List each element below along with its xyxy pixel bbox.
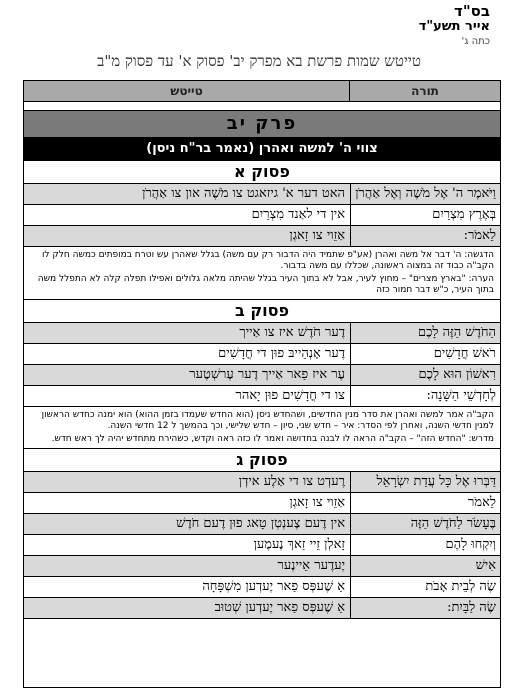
page-header <box>20 4 490 49</box>
table-row <box>24 598 500 619</box>
table-row <box>24 344 500 365</box>
section-title: צווי ה' למשה ואהרן (נאמר בר"ח ניסן) <box>24 138 500 161</box>
taitsh-text-cell: דֶער אָנְהֵייבּ פוּן די חֳדָשִׁים <box>218 346 345 361</box>
table-row <box>24 205 500 226</box>
torah-text-cell: רִאשׁוֹן הוּא לָכֶם <box>350 365 500 385</box>
torah-text-cell: וְיִקְחוּ לָהֶם <box>350 535 500 555</box>
column-header-torah: תורה <box>349 81 500 101</box>
torah-text-cell: לֵאמֹר <box>350 493 500 513</box>
table-row <box>24 184 500 205</box>
torah-text-cell: וַיֹּאמֶר ה' אֶל מֹשֶׁה וְאֶל אַהֲרֹן <box>350 184 500 204</box>
table-row <box>24 472 500 493</box>
taitsh-text-cell: רֶעדְט צו די אַלֶע אידְן <box>238 474 345 489</box>
taitsh-text-cell: זָאלְן זֵיי זַאךְ נֶעמֶען <box>253 537 345 552</box>
table-row <box>24 535 500 556</box>
verses-container <box>24 161 500 619</box>
taitsh-text-cell: עֶר איז פַאר אַייך דֶער עֶרשְׁטֶער <box>189 367 345 382</box>
table-row <box>24 514 500 535</box>
chapter-title: פרק יב <box>24 110 500 138</box>
table-row <box>24 386 500 407</box>
verse-title: פסוק ג <box>24 449 500 472</box>
column-header-row <box>24 81 500 102</box>
taitsh-text-cell: אַזֵוי צו זָאגְן <box>289 495 345 510</box>
commentary-note <box>24 407 500 449</box>
taitsh-text-cell: אין דֶעם צֶענְטְן טָאג פוּן דֶעם חֹדֶשׁ <box>176 516 345 531</box>
verse-title: פסוק א <box>24 161 500 184</box>
verse-title: פסוק ב <box>24 300 500 323</box>
torah-text-cell: בְּאֶרֶץ מִצְרַיִם <box>350 205 500 225</box>
torah-text-cell: אִישׁ <box>350 556 500 576</box>
table-row <box>24 323 500 344</box>
torah-text-cell: הַחֹדֶשׁ הַזֶּה לָכֶם <box>350 323 500 343</box>
note-paragraph: הערה: "בארץ מצרים" – מחוץ לעיר, אבל לא בתוך העיר בגלל שהיתה מלאה גלולים ואפילו תפלה קלה לא התפלל משה בתוך העיר, כ"ש דבר חמור כזה <box>37 274 494 295</box>
spacer <box>24 102 500 110</box>
bsd-mark: בס"ד <box>454 2 490 20</box>
torah-text-cell: רֹאשׁ חֳדָשִׁים <box>350 344 500 364</box>
taitsh-text-cell: אַזֵוי צו זָאגְן <box>289 228 345 243</box>
month-label: אייר תשע"ד <box>418 19 490 34</box>
torah-text-cell: בֶּעָשֹׂר לַחֹדֶשׁ הַזֶּה <box>350 514 500 534</box>
taitsh-text-cell: אין די לאַנד מִצְרַיִם <box>251 207 345 222</box>
note-paragraph: מדרש: "החדש הזה" – הקב"ה הראה לו לבנה בחדושה ואמר לו כזה ראה וקדש, כשהירח מתחדש יהיה לך ראש חדש. <box>51 434 494 444</box>
torah-text-cell: שֶׂה לְבֵית אָבֹת <box>350 577 500 597</box>
table-row <box>24 493 500 514</box>
table-row <box>24 365 500 386</box>
table-row <box>24 226 500 247</box>
taitsh-text-cell: האט דער א' גיזאגט צו מֹשֶׁה און צו אַהֲרֹן <box>142 186 345 201</box>
torah-text-cell: דַּבְּרוּ אֶל כָּל עֲדַת יִשְׂרָאֵל <box>350 472 500 492</box>
torah-text-cell: לְחָדְשֵׁי הַשָּׁנָה: <box>350 386 500 406</box>
worksheet-table <box>23 80 501 688</box>
note-paragraph: הדגשה: ה' דבר אל משה ואהרן (אע"פ שתמיד היה הדבור רק עם משה) בגלל שאהרן עש וטרח במופתים כמשה חלק לו הקב"ה כבוד זה במצוה ראשונה, שכללו עם משה בדבור. <box>41 250 494 271</box>
table-row <box>24 577 500 598</box>
note-paragraph: הקב"ה אמר למשה ואהרן את סדר מנין החדשים, ושהחדש ניסן (הוא החדש שעמדו בזמן ההוא) הוא ימנה כחדש הראשון למנין חדשי השנה, ואחרן לפי הסדר: איר – חדש שני, סיון – חדש שלישי, וכך בהמשך ל 12 חדשי השנה. <box>41 410 494 431</box>
column-header-taitsh: טייטש <box>170 84 203 98</box>
taitsh-text-cell: אַ שֶׁעפְּס פַאר יֶעדְען שְׁטוּב <box>214 600 345 615</box>
taitsh-text-cell: צו די חֳדָשִׁים פוּן יָאהר <box>235 388 345 403</box>
table-row <box>24 556 500 577</box>
taitsh-text-cell: דֶער חֹדֶשׁ איז צו אַייך <box>239 325 345 340</box>
taitsh-text-cell: אַ שֶׁעפְּס פַאר יֶעדְען מִשְׁפָּחָה <box>202 579 345 594</box>
worksheet-subtitle: טייטש שמות פרשת בא מפרק יב' פסוק א' עד פסוק מ"ב <box>97 52 421 70</box>
taitsh-text-cell: יֶעדֶער אֵיינֶער <box>277 558 345 573</box>
torah-text-cell: לֵאמֹר: <box>350 226 500 246</box>
torah-text-cell: שֶׂה לַבָּיִת: <box>350 598 500 618</box>
grade-label: כתה ג' <box>461 36 490 47</box>
commentary-note <box>24 247 500 300</box>
